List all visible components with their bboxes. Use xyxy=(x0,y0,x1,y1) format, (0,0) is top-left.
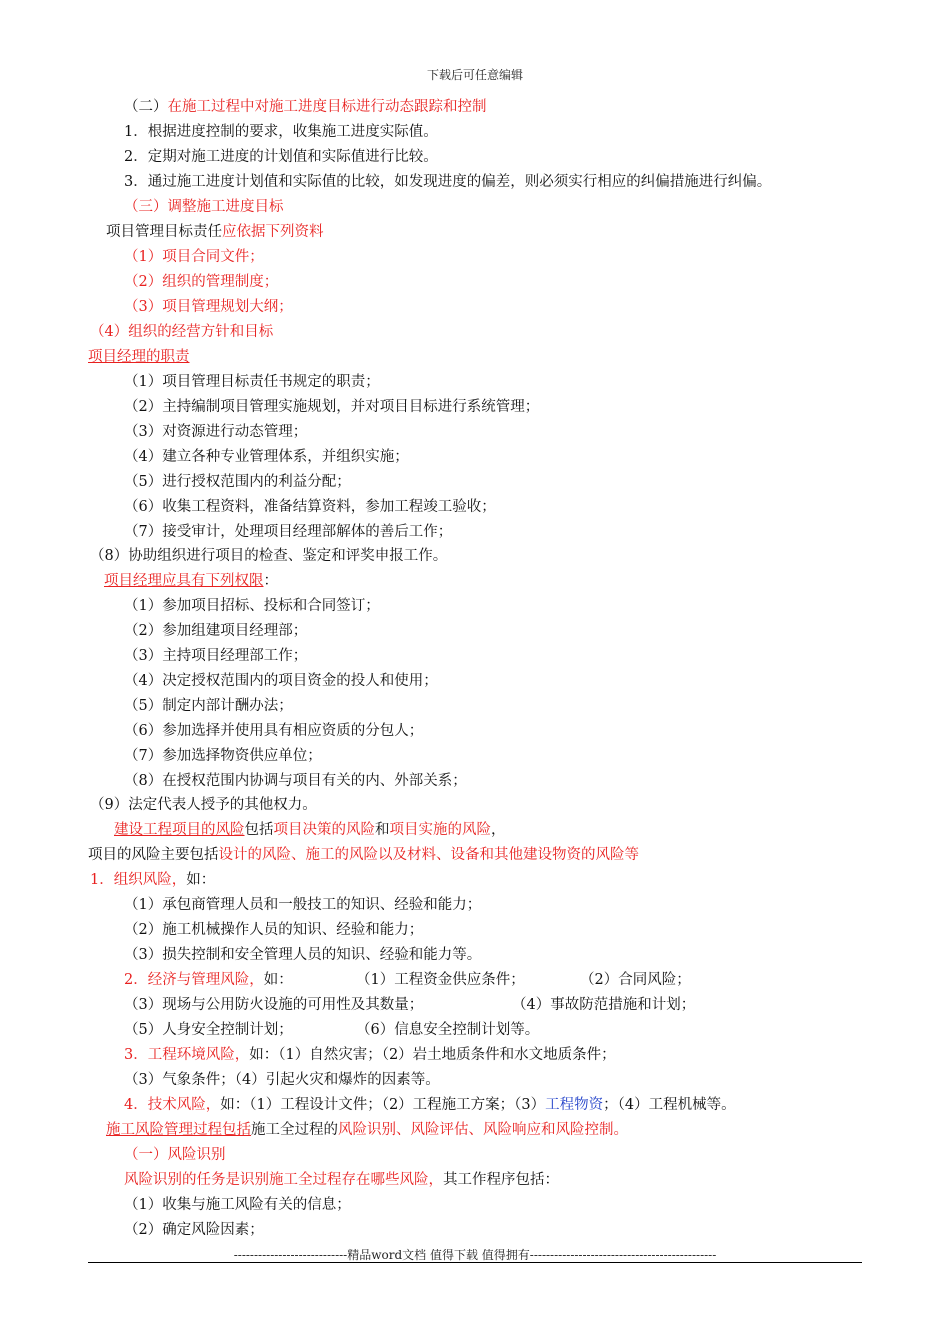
econ-item-3: （3）现场与公用防火设施的可用性及其数量； xyxy=(124,997,424,1013)
duty-item: （7）接受审计，处理项目经理部解体的善后工作； xyxy=(124,524,453,540)
page-header: 下载后可任意编辑 xyxy=(426,68,523,82)
process-text: 施工全过程的 xyxy=(251,1122,338,1138)
econ-item-1: （1）工程资金供应条件； xyxy=(356,972,525,988)
power-item: （1）参加项目招标、投标和合同签订； xyxy=(124,598,380,614)
econ-item-2: （2）合同风险； xyxy=(580,972,691,988)
section-2-heading xyxy=(124,97,487,117)
power-item: （3）主持项目经理部工作； xyxy=(124,648,308,664)
power-item: （5）制定内部计酬办法； xyxy=(124,698,293,714)
power-item: （9）法定代表人授予的其他权力。 xyxy=(90,797,317,813)
econ-such-as: 如： xyxy=(263,972,293,988)
section-3-heading: （三）调整施工进度目标 xyxy=(124,199,284,215)
econ-item-6: （6）信息安全控制计划等。 xyxy=(356,1022,540,1038)
duty-heading: 项目经理的职责 xyxy=(88,349,190,365)
basis-item-4: （4）组织的经营方针和目标 xyxy=(90,324,274,340)
process-term: 施工风险管理过程包括 xyxy=(106,1122,251,1138)
env-risk-title: 3．工程环境风险， xyxy=(124,1047,250,1063)
org-risk-item: （2）施工机械操作人员的知识、经验和能力； xyxy=(124,922,424,938)
env-risk-items: 如：（1）自然灾害；（2）岩土地质条件和水文地质条件； xyxy=(249,1047,616,1063)
power-item: （7）参加选择物资供应单位； xyxy=(124,748,322,764)
tech-risk-items-end: ；（4）工程机械等。 xyxy=(603,1097,736,1113)
power-item: （6）参加选择并使用具有相应资质的分包人； xyxy=(124,723,424,739)
duty-item: （6）收集工程资料，准备结算资料，参加工程竣工验收； xyxy=(124,499,496,515)
basis-text: 项目管理目标责任 xyxy=(106,224,222,240)
power-colon: ： xyxy=(263,573,278,589)
econ-risk-title: 2．经济与管理风险， xyxy=(124,972,264,988)
page-footer: ----------------------------精品word文档 值得下载 值得拥有---------------------------------------------- xyxy=(233,1248,717,1262)
org-risk-title: 1．组织风险， xyxy=(90,872,187,888)
risk-scope-term: 建设工程项目的风险 xyxy=(114,822,245,838)
risk-scope-text: 包括 xyxy=(244,822,274,838)
step-1: 1．根据进度控制的要求，收集施工进度实际值。 xyxy=(124,124,438,140)
econ-item-4: （4）事故防范措施和计划； xyxy=(512,997,696,1013)
tech-risk-materials: 工程物资 xyxy=(545,1097,604,1113)
org-risk-item: （1）承包商管理人员和一般技工的知识、经验和能力； xyxy=(124,897,482,913)
risk-decision: 项目决策的风险 xyxy=(273,822,375,838)
basis-item-1: （1）项目合同文件； xyxy=(124,249,264,265)
duty-item: （3）对资源进行动态管理； xyxy=(124,424,308,440)
section-2-prefix: （二） xyxy=(124,99,168,115)
tech-risk-line xyxy=(124,1095,736,1115)
org-risk-such-as: 如： xyxy=(186,872,216,888)
risk-main-highlight: 设计的风险、施工的风险以及材料、设备和其他建设物资的风险等 xyxy=(218,847,639,863)
identification-item: （1）收集与施工风险有关的信息； xyxy=(124,1197,351,1213)
risk-comma: ， xyxy=(491,822,506,838)
econ-item-5: （5）人身安全控制计划； xyxy=(124,1022,293,1038)
org-risk-item: （3）损失控制和安全管理人员的知识、经验和能力等。 xyxy=(124,947,482,963)
power-item: （4）决定授权范围内的项目资金的投人和使用； xyxy=(124,673,438,689)
duty-item: （5）进行授权范围内的利益分配； xyxy=(124,474,351,490)
power-title: 项目经理应具有下列权限 xyxy=(104,573,264,589)
process-line xyxy=(106,1120,628,1140)
identification-task-line xyxy=(124,1170,559,1190)
step-3: 3．通过施工进度计划值和实际值的比较，如发现进度的偏差，则必须实行相应的纠偏措施进行纠偏。 xyxy=(124,174,772,190)
basis-item-3: （3）项目管理规划大纲； xyxy=(124,299,293,315)
power-item: （2）参加组建项目经理部； xyxy=(124,623,308,639)
identification-procedure: 其工作程序包括： xyxy=(443,1172,559,1188)
identification-task: 风险识别的任务是识别施工全过程存在哪些风险， xyxy=(124,1172,443,1188)
section-2-title: 在施工过程中对施工进度目标进行动态跟踪和控制 xyxy=(167,99,487,115)
duty-item: （4）建立各种专业管理体系，并组织实施； xyxy=(124,449,409,465)
duty-item: （2）主持编制项目管理实施规划，并对项目目标进行系统管理； xyxy=(124,399,540,415)
duty-item: （8）协助组织进行项目的检查、鉴定和评奖申报工作。 xyxy=(90,548,448,564)
org-risk-heading xyxy=(90,870,215,890)
basis-item-2: （2）组织的管理制度； xyxy=(124,274,279,290)
tech-risk-items: 如：（1）工程设计文件；（2）工程施工方案；（3） xyxy=(220,1097,546,1113)
footer-divider xyxy=(88,1262,862,1263)
env-risk-items-2: （3）气象条件；（4）引起火灾和爆炸的因素等。 xyxy=(124,1072,440,1088)
basis-line xyxy=(106,222,324,242)
identification-heading: （一）风险识别 xyxy=(124,1147,226,1163)
econ-risk-line xyxy=(124,970,293,990)
basis-highlight: 应依据下列资料 xyxy=(222,224,324,240)
risk-scope-line xyxy=(114,820,506,840)
step-2: 2．定期对施工进度的计划值和实际值进行比较。 xyxy=(124,149,438,165)
duty-item: （1）项目管理目标责任书规定的职责； xyxy=(124,374,380,390)
tech-risk-title: 4．技术风险， xyxy=(124,1097,221,1113)
risk-implementation: 项目实施的风险 xyxy=(389,822,491,838)
risk-and: 和 xyxy=(375,822,390,838)
risk-main-line xyxy=(88,845,639,865)
process-steps: 风险识别、风险评估、风险响应和风险控制。 xyxy=(338,1122,628,1138)
identification-item: （2）确定风险因素； xyxy=(124,1222,264,1238)
risk-main-text: 项目的风险主要包括 xyxy=(88,847,219,863)
power-heading xyxy=(90,571,278,591)
power-item: （8）在授权范围内协调与项目有关的内、外部关系； xyxy=(124,773,467,789)
env-risk-line xyxy=(124,1045,616,1065)
